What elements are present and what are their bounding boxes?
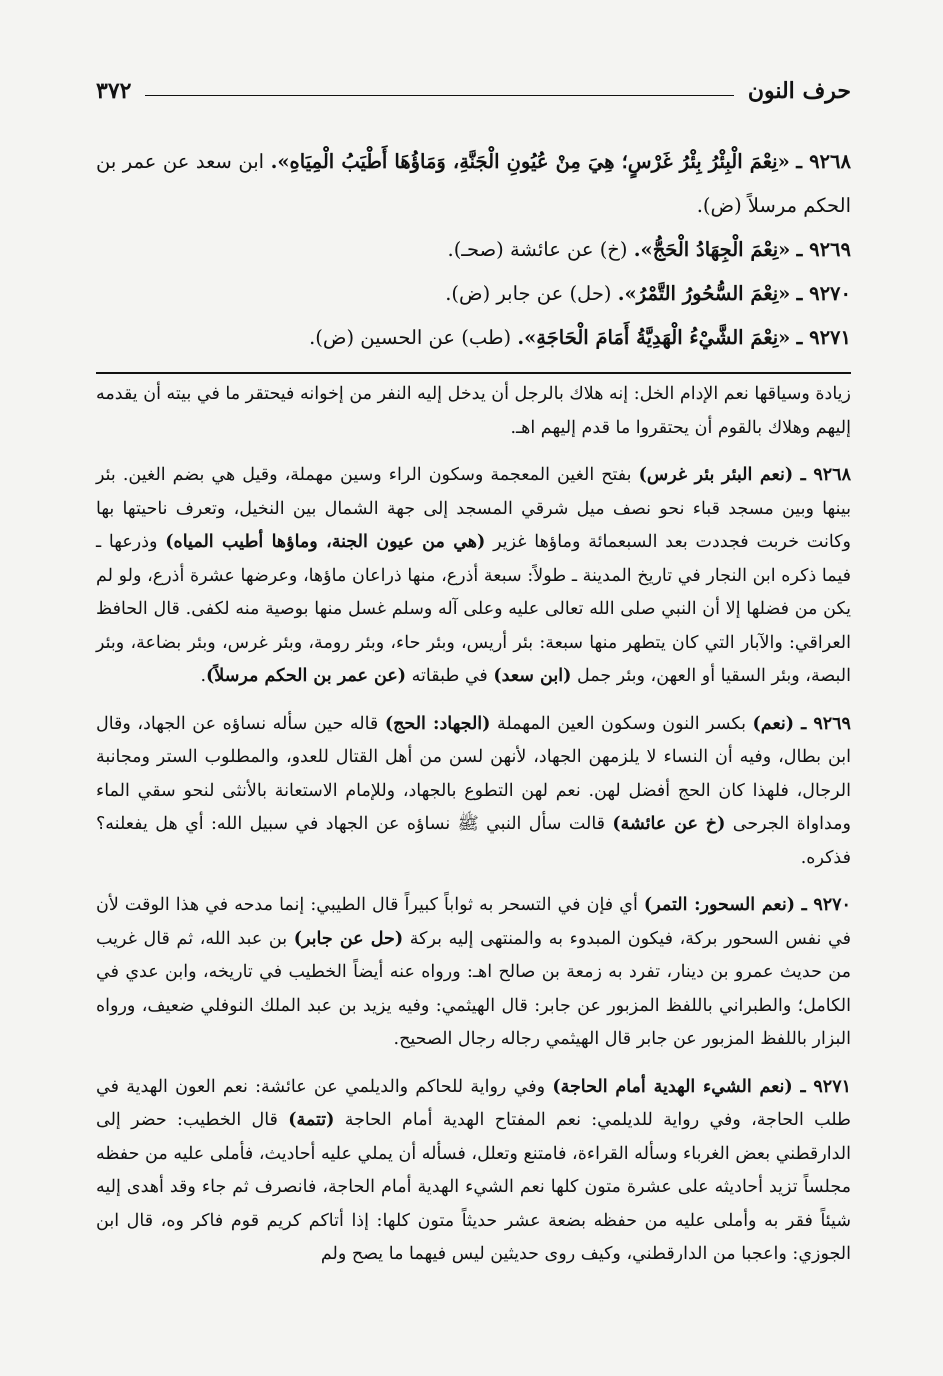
commentary-quote: (خ عن عائشة): [612, 814, 726, 834]
commentary-lead: ٩٢٦٨ ـ (نعم البئر بئر غرس): [638, 465, 851, 485]
hadith-item: [96, 316, 851, 360]
hadith-source: (طب) عن الحسين (ض).: [309, 326, 512, 349]
hadith-text: «نِعْمَ الْبِئْرُ بِئْرُ غَرْسٍ؛ هِيَ مِنْ عُيُونِ الْجَنَّةِ، وَمَاؤُهَا أَطْيَبُ الْمِيَاهِ».: [270, 150, 790, 173]
hadith-number: ٩٢٧٠ ـ: [796, 282, 851, 305]
commentary-lead: ٩٢٧١ ـ (نعم الشيء الهدية أمام الحاجة): [552, 1076, 851, 1097]
commentary-text: قاله حين سأله نساؤه عن الجهاد، وقال ابن بطال، وفيه أن النساء لا يلزمهن الجهاد، لأنهن لسن من أهل القتال للعدو، والمطلوب الستر ومجانبة الرجال، فلهذا كان الحج أفضل لهن. نعم لهن التطوع بالجهاد، وللإمام الاستعانة بالأنثى لنحو سقي الماء ومداواة الجرحى: [96, 713, 851, 834]
hadith-item: [96, 140, 851, 228]
commentary-quote: (حل عن جابر): [293, 928, 404, 949]
commentary-end: .: [200, 666, 207, 686]
hadith-number: ٩٢٦٨ ـ: [796, 150, 851, 173]
footnote-divider: [96, 372, 851, 374]
hadith-section: [96, 140, 851, 360]
hadith-item: [96, 228, 851, 272]
commentary-text: بن عبد الله، ثم قال غريب من حديث عمرو بن دينار، تفرد به زمعة بن صالح اهـ: ورواه عنه أيضاً الخطيب في تاريخه، وابن عدي في الكامل؛ والطبراني باللفظ المزبور عن جابر: قال الهيثمي: وفيه يزيد بن عبد الملك النوفلي ضعيف، ورواه البزار باللفظ المزبور عن جابر قال الهيثمي رجاله رجال الصحيح.: [96, 928, 851, 1049]
hadith-number: ٩٢٧١ ـ: [796, 326, 851, 349]
hadith-number: ٩٢٦٩ ـ: [796, 238, 851, 261]
commentary-text: قالت سأل النبي ﷺ نساؤه عن الجهاد في سبيل الله: أي هل يفعلنه؟ فذكره.: [96, 814, 851, 868]
commentary-9269: [96, 708, 851, 876]
commentary-quote: (الجهاد: الحج): [384, 713, 491, 734]
commentary-quote: (ابن سعد): [493, 666, 572, 686]
commentary-text: أي فإن في التسحر به ثواباً كبيراً قال الطيبي: إنما مدحه في هذا الوقت لأن في نفس السحور بركة، فيكون المبدوء به والمنتهى إليه بركة: [96, 895, 851, 949]
commentary-text: وذرعها ـ فيما ذكره ابن النجار في تاريخ المدينة ـ طولاً: سبعة أذرع، منها ذراعان ماؤها، وعرضها عشرة أذرع، ولو لم يكن من فضلها إلا أن النبي صلى الله تعالى عليه وعلى آله وسلم غسل منها بوصية منه لكفى. قال الحافظ العراقي: والآبار التي كان يتطهر منها سبعة: بئر أريس، وبئر حاء، وبئر رومة، وبئر غرس، وبئر بضاعة، وبئر البصة، وبئر السقيا أو العهن، وبئر جمل: [96, 532, 851, 686]
page-number: ٣٧٢: [96, 78, 132, 104]
commentary-text: بكسر النون وسكون العين المهملة: [496, 713, 746, 734]
hadith-item: [96, 272, 851, 316]
commentary-quote: (هي من عيون الجنة، وماؤها أطيب المياه): [165, 532, 486, 552]
hadith-text: «نِعْمَ السُّحُورُ التَّمْرُ».: [617, 282, 791, 305]
commentary-lead: ٩٢٧٠ ـ (نعم السحور: التمر): [643, 895, 851, 915]
commentary-intro: زيادة وسياقها نعم الإدام الخل: إنه هلاك بالرجل أن يدخل إليه النفر من إخوانه فيحتقر ما في بيته أن يقدمه إليهم وهلاك بالقوم أن يحتقروا ما قدم إليهم اهـ.: [96, 384, 851, 438]
hadith-text: «نِعْمَ الشَّيْءُ الْهَدِيَّةُ أَمَامَ الْحَاجَةِ».: [517, 326, 791, 349]
commentary-9270: [96, 889, 851, 1057]
commentary-text: في طبقاته: [411, 666, 488, 686]
hadith-text: «نِعْمَ الْجِهَادُ الْحَجُّ».: [633, 238, 791, 261]
hadith-source: ابن سعد عن عمر بن الحكم مرسلاً (ض).: [96, 150, 851, 217]
commentary-quote: (تتمة): [288, 1110, 335, 1130]
header-rule: [145, 95, 733, 96]
commentary-quote: (عن عمر بن الحكم مرسلاً): [206, 666, 407, 686]
hadith-source: (حل) عن جابر (ض).: [445, 282, 612, 305]
page-header: [96, 70, 851, 104]
hadith-source: (خ) عن عائشة (صحـ).: [447, 238, 628, 261]
commentary-text: وفي رواية للحاكم والديلمي عن عائشة: نعم العون الهدية في طلب الحاجة، وفي رواية للديلمي: نعم المفتاح الهدية أمام الحاجة: [96, 1076, 851, 1130]
commentary-9271: [96, 1071, 851, 1272]
commentary-section: [96, 378, 851, 1272]
commentary-text: قال الخطيب: حضر إلى الدارقطني بعض الغرباء وسأله القراءة، فامتنع وتعلل، فسأله أن يملي عليه أحاديث، فأملى عليه من حفظه مجلساً تزيد أحاديثه على عشرة متون كلها نعم الشيء الهدية أمام الحاجة، فانصرف ثم جاء وقد أهدى إليه شيئاً فقر به وأملى عليه من حفظه بضعة عشر حديثاً متون كلها: إذا أتاكم كريم قوم فاكر وه، قال ابن الجوزي: واعجبا من الدارقطني، وكيف روى حديثين ليس فيهما ما يصح ولم: [96, 1110, 851, 1264]
commentary-9268: [96, 459, 851, 694]
commentary-lead: ٩٢٦٩ ـ (نعم): [752, 713, 851, 734]
chapter-title: حرف النون: [747, 78, 851, 104]
commentary-text: بفتح الغين المعجمة وسكون الراء وسين مهملة، وقيل هي بضم الغين. بئر بينها وبين مسجد قباء نحو نصف ميل شرقي المسجد إلى جهة الشمال بين النخيل، وتعرف ناحيتها بها وكانت خربت فجددت بعد السبعمائة وماؤها غزير: [96, 465, 851, 552]
